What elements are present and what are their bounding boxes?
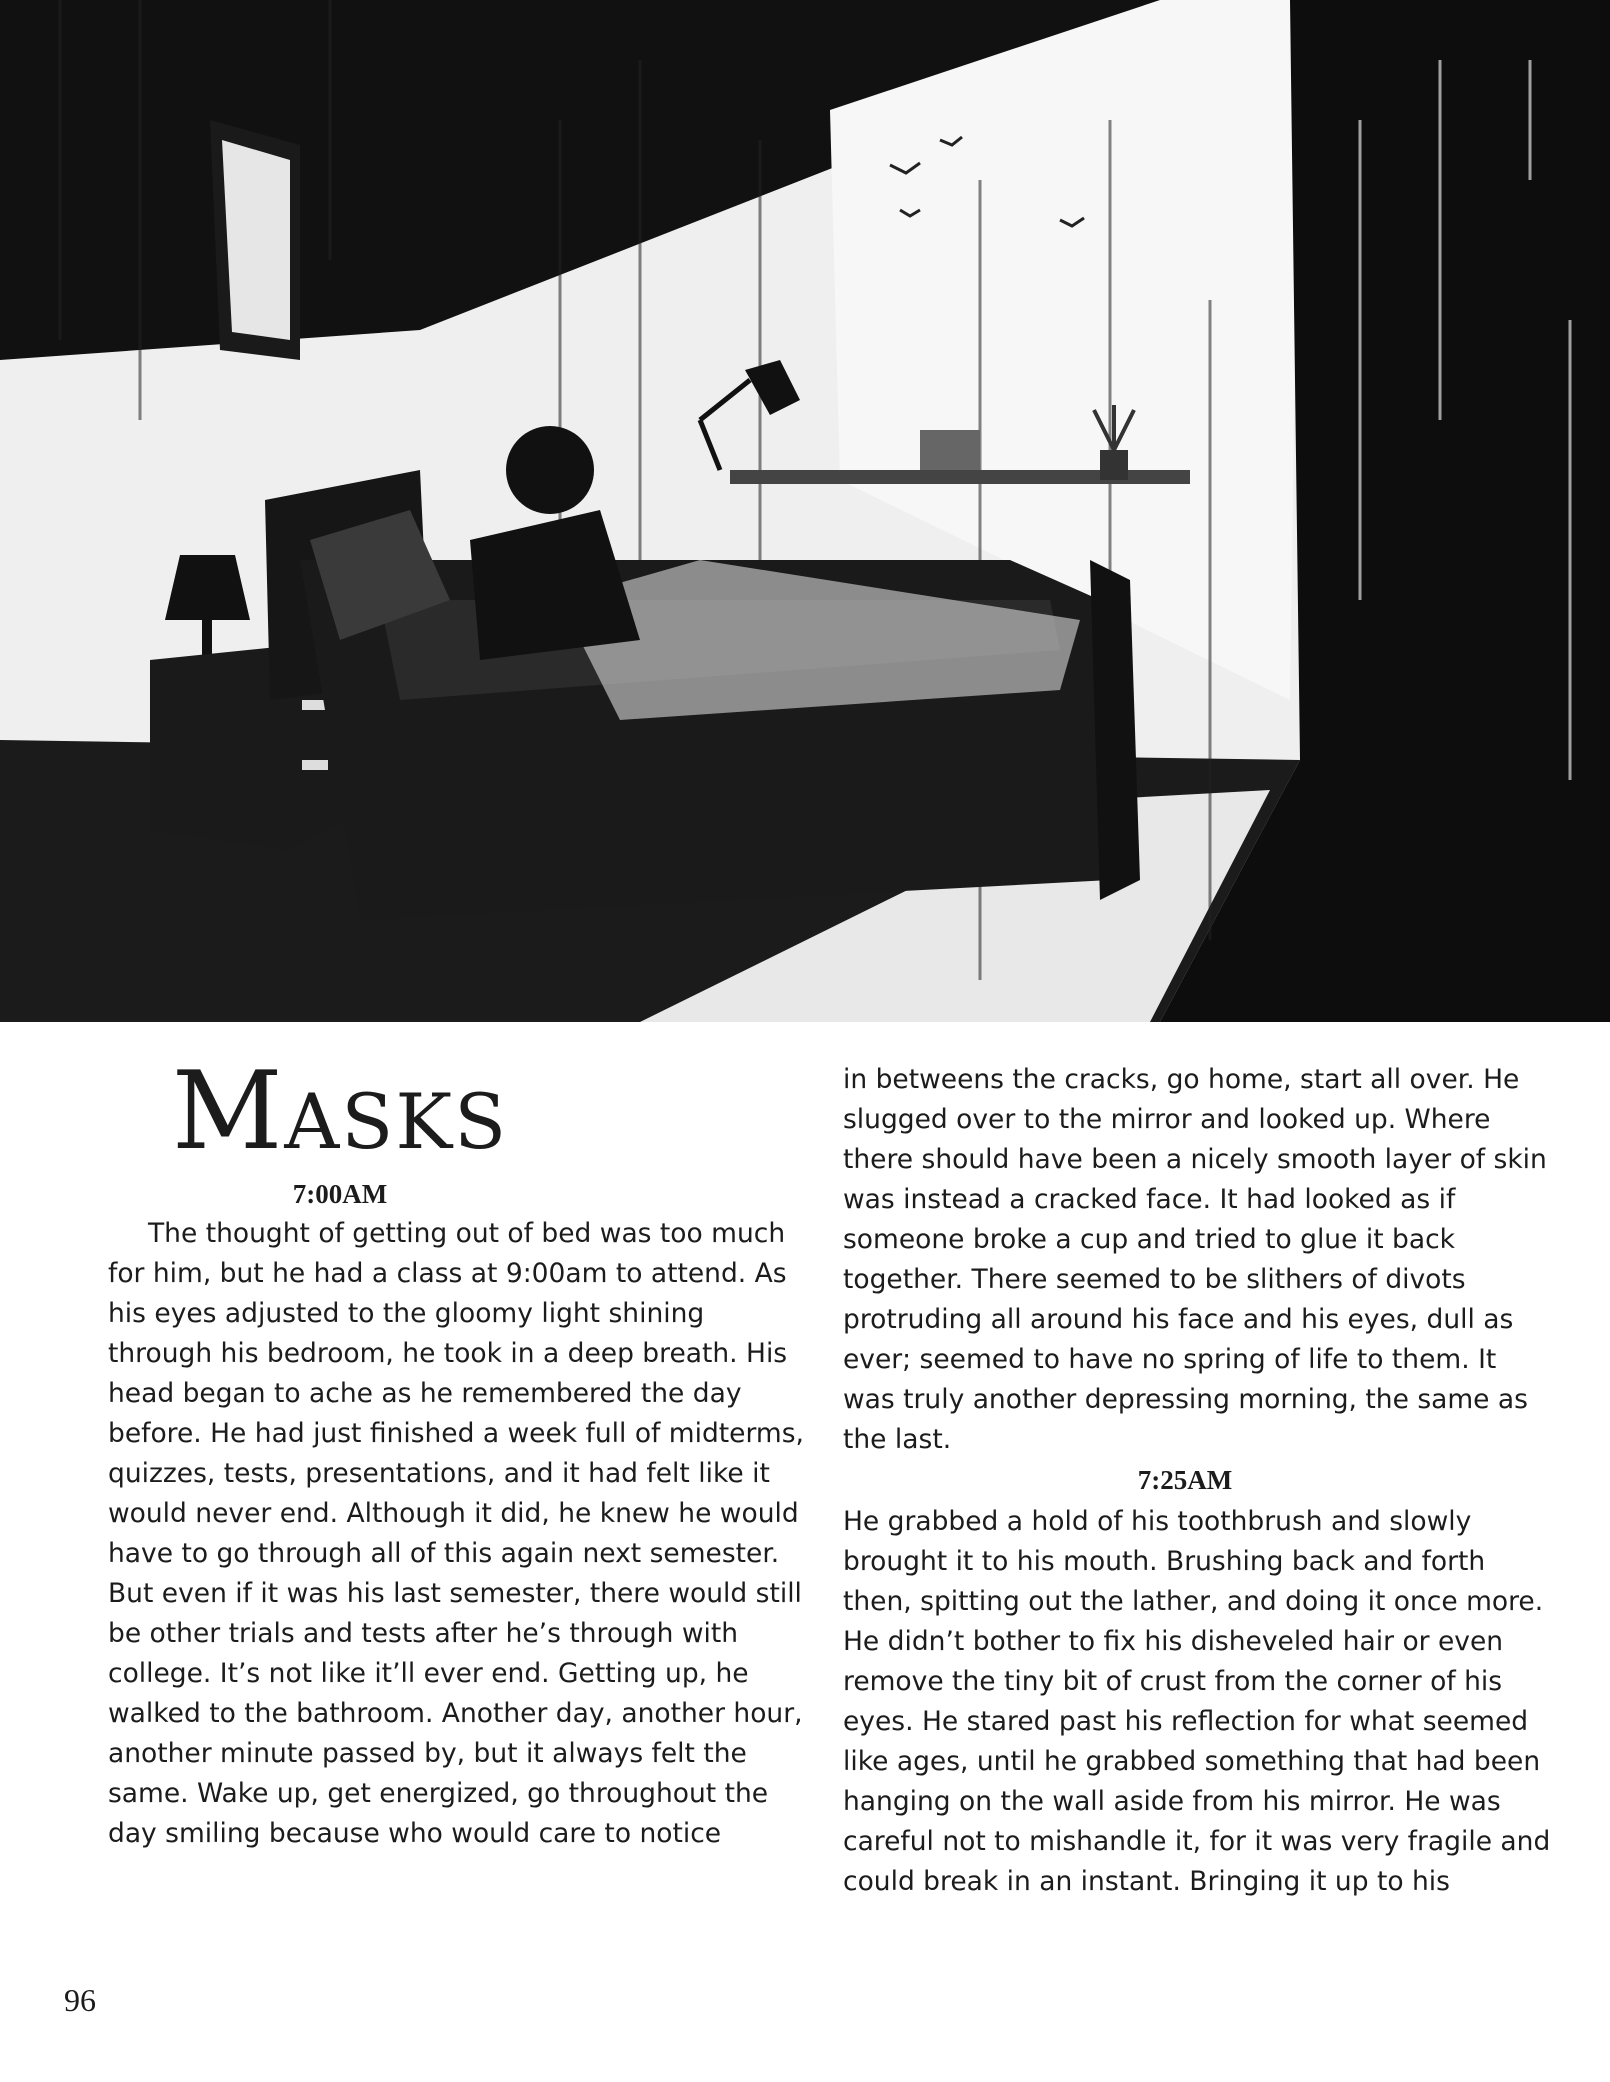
right-column — [843, 1060, 1555, 1902]
left-column — [108, 1049, 808, 1854]
body-paragraph-1: The thought of getting out of bed was too much for him, but he had a class at 9:00am to attend. As his eyes adjusted to the gloomy light shining through his bedroom, he took in a deep breath. His head began to ache as he remembered the day before. He had just finished a week full of midterms, quizzes, tests, presentations, and it had felt like it would never end. Although it did, he knew he would have to go through all of this again next semester. But even if it was his last semester, there would still be other trials and tests after he’s through with college. It’s not like it’ll ever end. Getting up, he walked to the bathroom. Another day, another hour, another minute passed by, but it always felt the same. Wake up, get energized, go throughout the day smiling because who would care to notice — [108, 1218, 804, 1849]
body-paragraph-1-continued: in betweens the cracks, go home, start all over. He slugged over to the mirror and looked up. Where there should have been a nicely smooth layer of skin was instead a cracked face. It had looked as if someone broke a cup and tried to glue it back together. There seemed to be slithers of divots protruding all around his face and his eyes, dull as ever; seemed to have no spring of life to them. It was truly another depressing morning, the same as the last. — [843, 1064, 1547, 1455]
time-heading-2: 7:25AM — [1137, 1465, 1233, 1495]
article-title: Masks — [171, 1049, 509, 1174]
bedroom-illustration — [0, 0, 1610, 1022]
time-heading-1: 7:00AM — [292, 1179, 388, 1209]
page-number: 96 — [64, 1982, 96, 2018]
bedroom-sketch — [0, 0, 1610, 1022]
body-paragraph-2: He grabbed a hold of his toothbrush and slowly brought it to his mouth. Brushing back and forth then, spitting out the lather, and doing it once more. He didn’t bother to fix his disheveled hair or even remove the tiny bit of crust from the corner of his eyes. He stared past his reflection for what seemed like ages, until he grabbed something that had been hanging on the wall aside from his mirror. He was careful not to mishandle it, for it was very fragile and could break in an instant. Bringing it up to his — [843, 1506, 1551, 1897]
